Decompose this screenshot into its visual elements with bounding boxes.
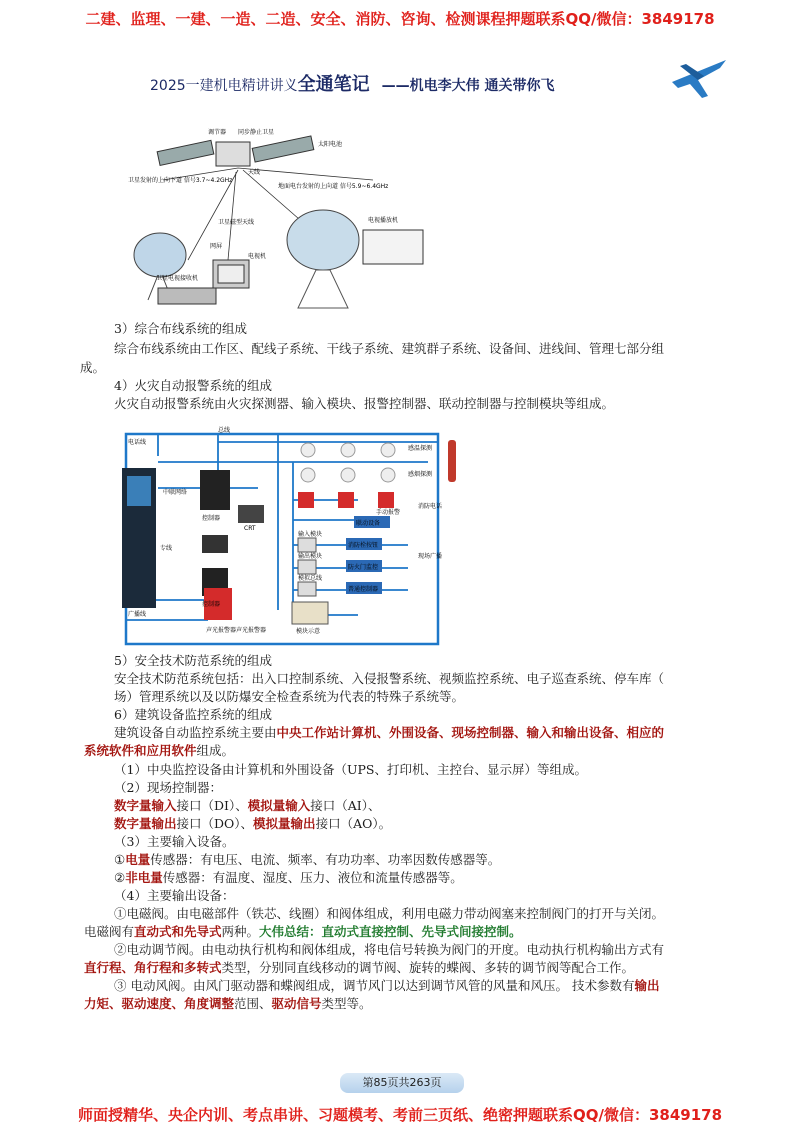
- section-3-body: 综合布线系统由工作区、配线子系统、干线子系统、建筑群子系统、设备间、进线间、管理七部分组: [114, 341, 665, 356]
- page-number: 第85页共263页: [340, 1073, 464, 1093]
- fire-alarm-diagram: [118, 420, 470, 648]
- text: ③ 电动风阀。由风门驱动器和蝶阀组成，调节风门以达到调节风管的风量和风压。 技术参数有: [114, 978, 635, 993]
- section-6-title: 6）建筑设备监控系统的组成: [114, 707, 272, 722]
- solenoid-valve: ①电磁阀。由电磁部件（铁芯、线圈）和阀体组成，利用电磁力带动阀塞来控制阀门的打开与关闭。: [114, 906, 665, 921]
- fig1-label: 地面电台发射的上向道 信号5.9~6.4GHz: [278, 183, 389, 190]
- fig2-label: 专线: [160, 545, 173, 552]
- fig2-label: 控制器: [202, 515, 221, 522]
- electric-control-valve: ②电动调节阀。由电动执行机构和阀体组成，将电信号转换为阀门的开度。电动执行机构输出方式有: [114, 942, 665, 957]
- fig2-label: 防火门监控: [348, 564, 379, 571]
- header-title: 2025一建机电精讲讲义: [150, 78, 298, 94]
- section-6-body: [114, 724, 754, 742]
- electric-label: 电量: [125, 852, 151, 867]
- valve-types-emphasis: 直行程、角行程和多转式: [84, 960, 222, 975]
- non-electric-text: 传感器：有温度、湿度、压力、液位和流量传感器等。: [162, 870, 463, 885]
- damper-emphasis: 输出: [634, 978, 660, 993]
- section-6-text-2: 组成。: [196, 743, 235, 758]
- fig1-label: 网屏: [210, 243, 223, 250]
- valve-types: [84, 959, 724, 977]
- fig1-label: 卫星电视接收机: [156, 275, 199, 282]
- fig2-label: 输出模块: [298, 553, 323, 560]
- damper-params: [84, 995, 724, 1013]
- di-label: 数字量输入: [114, 798, 177, 813]
- fig2-label: 声光报警器: [236, 627, 267, 634]
- fig1-label: 同步静止卫星: [238, 129, 275, 136]
- fig2-label: 普通控制器: [348, 586, 379, 593]
- fig2-label: 中联网络: [163, 489, 188, 496]
- top-banner: 二建、监理、一建、一造、二造、安全、消防、咨询、检测课程押题联系QQ/微信：3849178: [85, 10, 715, 28]
- fig2-label: 现场广播: [418, 553, 443, 560]
- text: 类型等。: [321, 996, 372, 1011]
- interface-do-ao: [114, 815, 754, 833]
- header-highlight: 全通笔记: [297, 74, 370, 95]
- fig1-label: 电视播放机: [368, 217, 399, 224]
- section-5-body-end: 场）管理系统以及以防爆安全检查系统为代表的特殊子系统等。: [114, 689, 465, 704]
- section-4-title: 4）火灾自动报警系统的组成: [114, 378, 272, 393]
- input-electric: [114, 851, 754, 869]
- section-6-text: 建筑设备自动监控系统主要由: [114, 725, 277, 740]
- fig2-label: 输入模块: [298, 531, 323, 538]
- fig2-label: 感烟探测: [408, 471, 433, 478]
- ao-label: 模拟量输出: [253, 816, 316, 831]
- fig2-label: 控制器: [202, 601, 221, 608]
- fig1-label: 卫星磁型天线: [218, 219, 255, 226]
- text: 类型，分别同直线移动的调节阀、旋转的蝶阀、多转的调节阀等配合工作。: [221, 960, 635, 975]
- params-emphasis: 力矩、驱动速度、角度调整: [84, 996, 235, 1011]
- interface-di-ai: [114, 797, 754, 815]
- fig2-label: 手动报警: [376, 509, 401, 516]
- fig2-label: 联动设备: [356, 520, 381, 527]
- page-header: [150, 70, 670, 96]
- field-controller-title: （2）现场控制器：: [114, 780, 222, 795]
- section-6-body-2: [84, 742, 724, 760]
- section-6-emphasis: 中央工作站计算机、外围设备、现场控制器、输入和输出设备、相应的: [276, 725, 665, 740]
- airplane-icon: [668, 52, 730, 102]
- fig2-label: 广播线: [128, 611, 147, 618]
- fig2-label: 消防栓按钮: [348, 542, 379, 549]
- fig1-label: 太阳电池: [318, 141, 343, 148]
- fig2-label: 声光报警器: [206, 627, 237, 634]
- params-emphasis-2: 驱动信号: [271, 996, 322, 1011]
- do-interface: 接口（DO）、: [176, 816, 254, 831]
- text: 范围、: [234, 996, 272, 1011]
- ai-label: 模拟量输入: [247, 798, 311, 813]
- marker: ②: [114, 870, 126, 885]
- do-label: 数字量输出: [114, 816, 177, 831]
- fig2-label: 消防电话: [418, 503, 443, 510]
- central-monitoring: （1）中央监控设备由计算机和外围设备（UPS、打印机、主控台、显示屏）等组成。: [114, 762, 587, 777]
- text: 两种。: [221, 924, 260, 939]
- fig2-label: 模拟总线: [298, 575, 323, 582]
- fig2-label: CRT: [244, 525, 256, 532]
- fig1-label: 电视机: [248, 253, 267, 260]
- types-emphasis: 直动式和先导式: [134, 924, 222, 939]
- section-4-body: 火灾自动报警系统由火灾探测器、输入模块、报警控制器、联动控制器与控制模块等组成。: [114, 396, 615, 411]
- section-5-title: 5）安全技术防范系统的组成: [114, 653, 272, 668]
- fig2-label: 电话线: [128, 439, 147, 446]
- summary-note: 大伟总结：直动式直接控制、先导式间接控制。: [259, 924, 522, 939]
- fig2-label: 总线: [218, 427, 231, 434]
- satellite-tv-diagram: [118, 120, 438, 316]
- di-interface: 接口（DI）、: [176, 798, 248, 813]
- fig1-label: 卫星发射的上向下道 信号3.7~4.2GHz: [128, 177, 233, 184]
- electric-text: 传感器：有电压、电流、频率、有功功率、功率因数传感器等。: [150, 852, 501, 867]
- solenoid-types: [84, 923, 724, 941]
- section-5-body: 安全技术防范系统包括：出入口控制系统、入侵报警系统、视频监控系统、电子巡查系统、停车库（: [114, 671, 665, 686]
- input-non-electric: [114, 869, 754, 887]
- input-devices-title: （3）主要输入设备。: [114, 834, 235, 849]
- header-slogan: ——机电李大伟 通关带你飞: [381, 78, 555, 94]
- fig1-label: 天线: [248, 169, 261, 176]
- ao-interface: 接口（AO）。: [315, 816, 392, 831]
- electric-damper: [114, 977, 754, 995]
- section-3-title: 3）综合布线系统的组成: [114, 321, 247, 336]
- section-3-body-end: 成。: [80, 360, 106, 375]
- marker: ①: [114, 852, 126, 867]
- bottom-banner: 师面授精华、央企内训、考点串讲、习题模考、考前三页纸、绝密押题联系QQ/微信：3849178: [77, 1106, 723, 1124]
- fig1-label: 调节器: [208, 129, 227, 136]
- text: 电磁阀有: [84, 924, 135, 939]
- ai-interface: 接口（AI）、: [310, 798, 381, 813]
- fig2-label: 模块示意: [296, 628, 321, 635]
- output-devices-title: （4）主要输出设备：: [114, 888, 235, 903]
- non-electric-label: 非电量: [125, 870, 163, 885]
- section-6-emphasis-2: 系统软件和应用软件: [84, 743, 197, 758]
- fig2-label: 感温探测: [408, 445, 433, 452]
